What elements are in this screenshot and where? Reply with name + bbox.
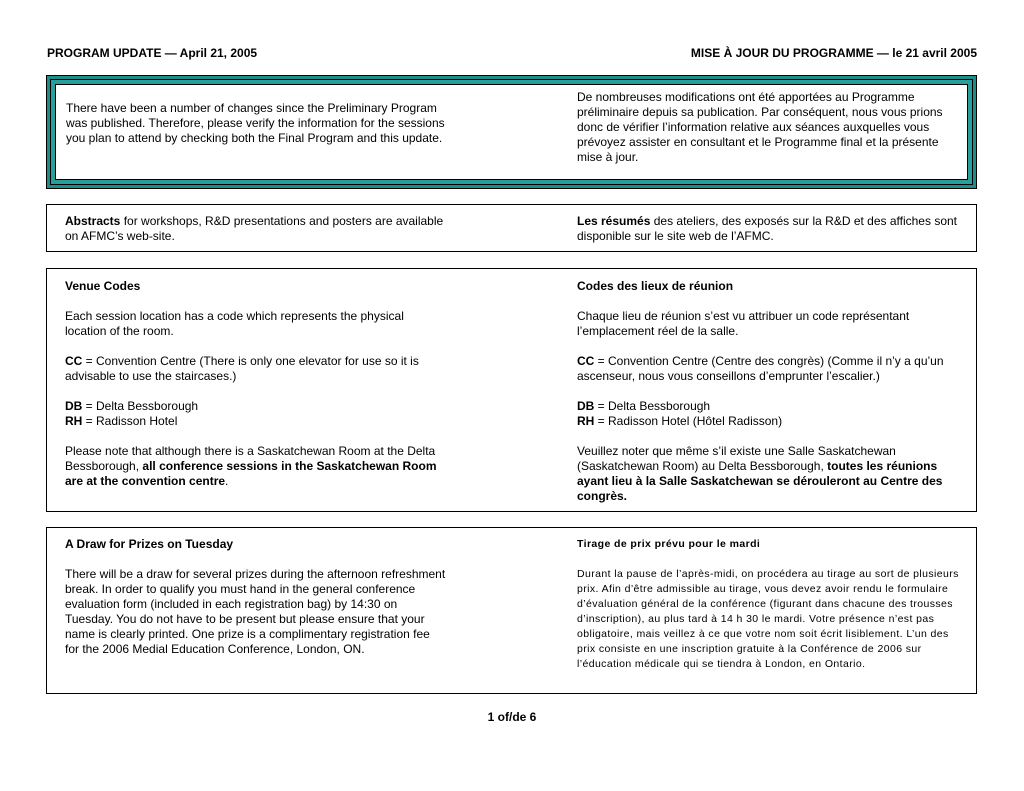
- venue-rh-en: RH = Radisson Hotel: [65, 414, 178, 428]
- venue-db-en: DB = Delta Bessborough: [65, 399, 199, 413]
- venue-cc-en: CC = Convention Centre (There is only one elevator for use so it is advisable to use the staircases.): [65, 354, 419, 383]
- prize-column-fr: [577, 537, 962, 672]
- venue-note-fr: Veuillez noter que même s’il existe une Salle Saskatchewan (Saskatchewan Room) au Delta Bessborough, toutes les réunions ayant lieu à la Salle Saskatchewan se dérouleront au Centre des congrès.: [577, 444, 943, 503]
- header-title-fr: MISE À JOUR DU PROGRAMME — le 21 avril 2005: [690, 46, 977, 60]
- notice-text-en: There have been a number of changes since the Preliminary Program was published. Therefore, please verify the information for the sessions you plan to attend by checking both the Final Program and this update.: [66, 101, 445, 145]
- venue-title-fr: Codes des lieux de réunion: [577, 279, 734, 293]
- prize-draw-box: [46, 527, 977, 694]
- venue-intro-en: Each session location has a code which represents the physical location of the room.: [65, 309, 404, 338]
- abstracts-text-fr: Les résumés des ateliers, des exposés sur la R&D et des affiches sont disponible sur le site web de l’AFMC.: [577, 214, 957, 243]
- venue-title-en: Venue Codes: [65, 279, 141, 293]
- prize-title-en: A Draw for Prizes on Tuesday: [65, 537, 234, 551]
- venue-column-fr: [577, 279, 962, 504]
- page-number: 1 of/de 6: [487, 710, 537, 724]
- prize-title-fr: Tirage de prix prévu pour le mardi: [577, 538, 761, 550]
- abstracts-box: [46, 204, 977, 252]
- prize-column-en: [65, 537, 447, 657]
- venue-codes-box: [46, 268, 977, 512]
- abstracts-label-fr: Les résumés: [577, 214, 651, 228]
- notice-text-fr: De nombreuses modifications ont été apportées au Programme préliminaire depuis sa publication. Par conséquent, nous vous prions donc de vérifier l’information relative aux séances auxquelles vous prévoyez assister en consultant et le Programme final et la présente mise à jour.: [577, 90, 943, 164]
- abstracts-text-en: Abstracts for workshops, R&D presentations and posters are available on AFMC’s web-site.: [65, 214, 444, 243]
- venue-cc-fr: CC = Convention Centre (Centre des congrès) (Comme il n’y a qu’un ascenseur, nous vous conseillons d’emprunter l’escalier.): [577, 354, 944, 383]
- notice-box: [46, 75, 977, 189]
- abstracts-label-en: Abstracts: [65, 214, 121, 228]
- venue-db-fr: DB = Delta Bessborough: [577, 399, 711, 413]
- header-title-en: PROGRAM UPDATE — April 21, 2005: [47, 46, 258, 60]
- venue-column-en: [65, 279, 445, 489]
- prize-text-fr: Durant la pause de l’après-midi, on procédera au tirage au sort de plusieurs prix. Afin d’être admissible au tirage, vous devez avoir rendu le formulaire d’évaluation général de la conférence (figurant dans chacune des trousses d’inscription), au plus tard à 14 h 30 le mardi. Votre présence n’est pas obligatoire, mais veillez à ce que votre nom soit écrit lisiblement. L’un des prix consiste en une inscription gratuite à la Conférence de 2006 sur l’éducation médicale qui se tiendra à London, en Ontario.: [577, 568, 959, 670]
- venue-note-en: Please note that although there is a Saskatchewan Room at the Delta Bessborough, all conference sessions in the Saskatchewan Room are at the convention centre.: [65, 444, 437, 488]
- venue-intro-fr: Chaque lieu de réunion s’est vu attribuer un code représentant l’emplacement réel de la salle.: [577, 309, 910, 338]
- venue-rh-fr: RH = Radisson Hotel (Hôtel Radisson): [577, 414, 783, 428]
- prize-text-en: There will be a draw for several prizes during the afternoon refreshment break. In order to qualify you must hand in the general conference evaluation form (included in each registration bag) by 14:30 on Tuesday. You do not have to be present but please ensure that your name is clearly printed. One prize is a complimentary registration fee for the 2006 Medial Education Conference, London, ON.: [65, 567, 446, 656]
